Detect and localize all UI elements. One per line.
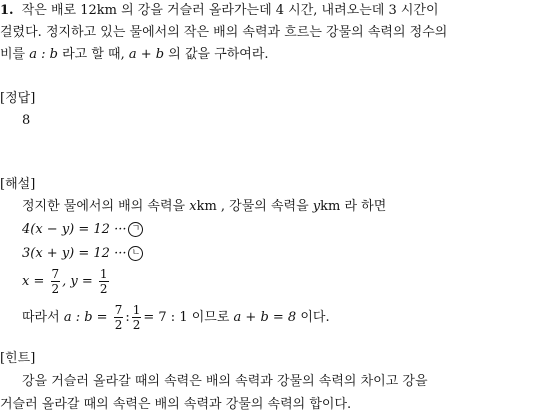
problem-line-2: 걸렸다. 정지하고 있는 물에서의 작은 배의 속력과 흐르는 강물의 속력의 정수의	[0, 25, 448, 40]
problem-line-1	[0, 2, 439, 20]
problem-text-3a: 비를	[0, 47, 30, 62]
final-fraction-2-denominator: 2	[132, 318, 141, 332]
final-text-2: 이므로	[187, 310, 234, 325]
final-text-3: 이다.	[296, 310, 330, 325]
final-colon: :	[125, 310, 130, 325]
final-fraction-1	[114, 303, 124, 332]
sum-expression: a + b	[128, 47, 165, 62]
final-fraction-1-denominator: 2	[114, 318, 123, 332]
problem-text-3c: 의 값을 구하여라.	[168, 47, 269, 62]
var-x: x	[189, 199, 197, 214]
problem-text-1: 작은 배로 12km 의 강을 거슬러 올라가는데 4 시간, 내려오는데 3 시간이	[21, 3, 439, 18]
solution-label: [해설]	[0, 177, 36, 192]
final-text-1: 따라서	[22, 310, 64, 325]
final-fraction-1-numerator: 7	[114, 303, 123, 317]
final-sum: a + b = 8	[233, 310, 297, 325]
x-numerator: 7	[51, 267, 60, 281]
y-equals: , y =	[62, 274, 93, 289]
solution-final	[22, 300, 330, 336]
final-ratio: a : b =	[63, 310, 108, 325]
solution-xy	[22, 264, 111, 300]
equation-2	[22, 245, 143, 263]
final-result: = 7 : 1	[143, 310, 188, 325]
x-fraction	[51, 267, 61, 296]
problem-line-3	[0, 46, 269, 64]
solution-intro	[22, 198, 386, 216]
circled-mark-1-icon: ㄱ	[128, 222, 143, 237]
var-y: y	[312, 199, 321, 214]
intro-text-2: km , 강물의 속력을	[196, 199, 313, 214]
x-denominator: 2	[51, 282, 60, 296]
x-equals: x =	[22, 274, 45, 289]
ratio-expression: a : b	[29, 47, 58, 62]
circled-mark-2-icon: ㄴ	[128, 246, 143, 261]
y-denominator: 2	[99, 282, 108, 296]
equation-2-text: 3(x + y) = 12 ···	[22, 246, 127, 261]
intro-text-1: 정지한 물에서의 배의 속력을	[22, 199, 190, 214]
problem-text-3b: 라고 할 때,	[62, 47, 129, 62]
intro-text-3: km 라 하면	[320, 199, 387, 214]
answer-label: [정답]	[0, 91, 36, 106]
final-fraction-2-numerator: 1	[132, 303, 141, 317]
answer-value: 8	[22, 113, 31, 128]
y-fraction	[99, 267, 109, 296]
hint-label: [힌트]	[0, 351, 36, 366]
hint-line-2: 거슬러 올라갈 때의 속력은 배의 속력과 강물의 속력의 합이다.	[0, 397, 352, 412]
equation-1	[22, 221, 143, 239]
problem-number: 1.	[0, 3, 14, 18]
y-numerator: 1	[99, 267, 108, 281]
final-fraction-2	[132, 303, 142, 332]
hint-line-1: 강을 거슬러 올라갈 때의 속력은 배의 속력과 강물의 속력의 차이고 강을	[22, 374, 428, 389]
equation-1-text: 4(x − y) = 12 ···	[22, 222, 127, 237]
